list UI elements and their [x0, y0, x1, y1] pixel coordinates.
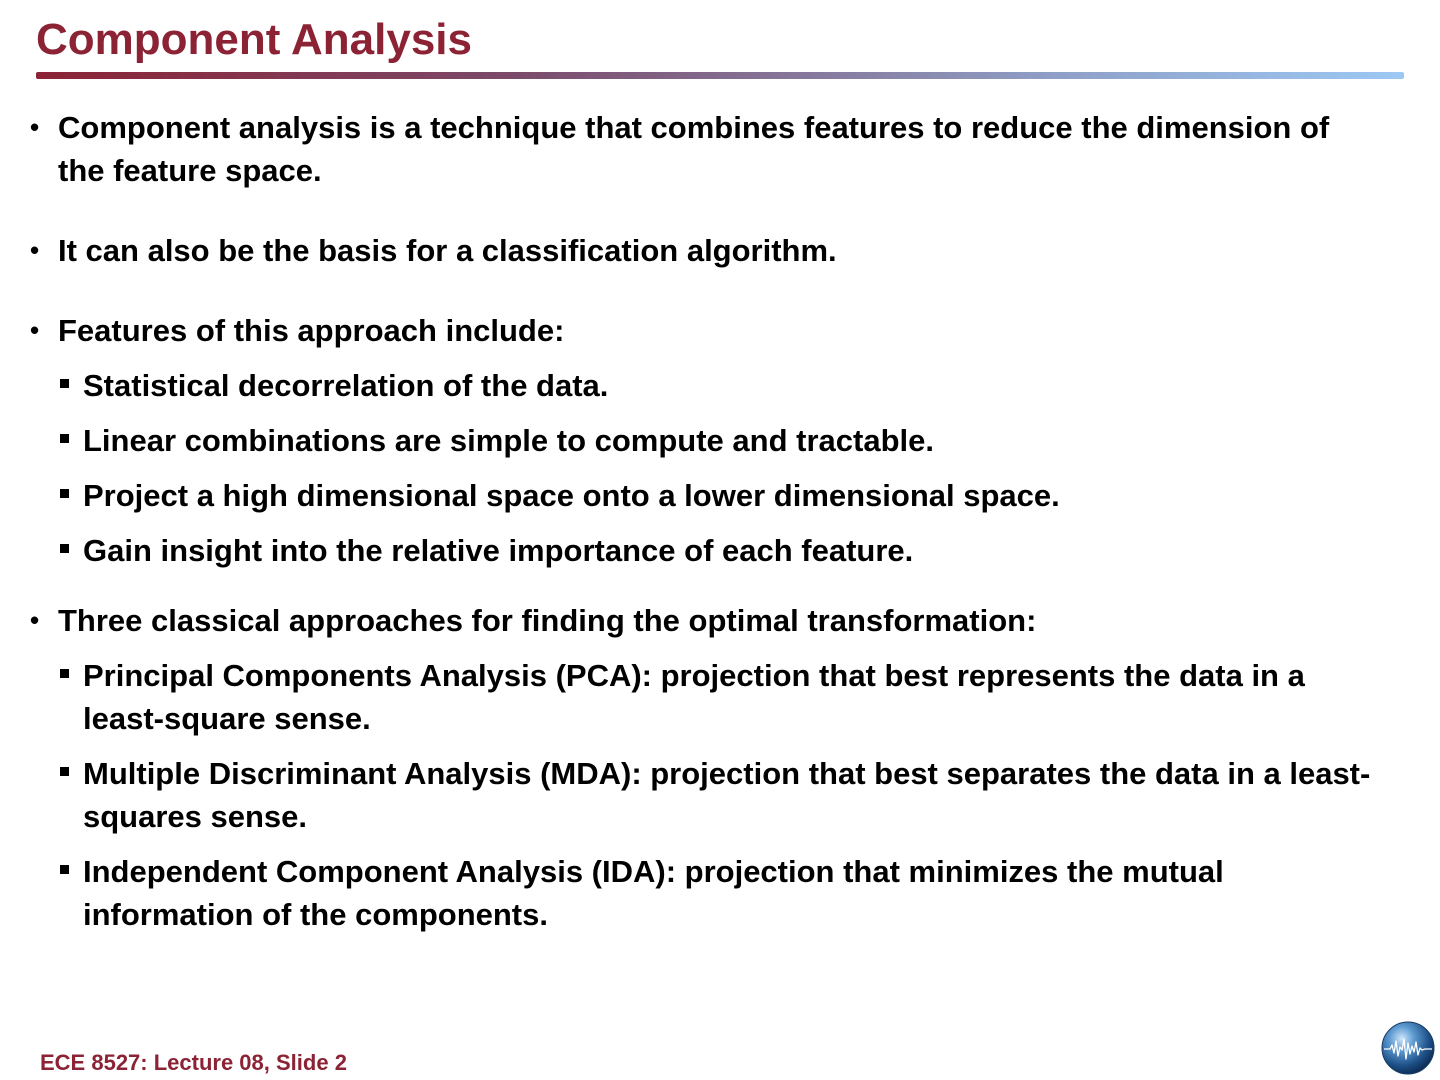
sub-bullet-item [58, 850, 1378, 936]
square-bullet-icon [58, 752, 83, 795]
sub-bullet-item [58, 654, 1378, 740]
sub-bullet-item [58, 364, 1378, 407]
square-bullet-icon [58, 654, 83, 697]
bullet-dot-icon: • [30, 605, 40, 635]
sub-bullet-item [58, 529, 1378, 572]
bullet-item [28, 599, 1378, 642]
slide-content [28, 106, 1378, 936]
square-bullet-icon [58, 850, 83, 893]
sub-bullet-text: Independent Component Analysis (IDA): projection that minimizes the mutual information of the components. [83, 854, 1224, 932]
sub-bullet-text: Linear combinations are simple to compute and tractable. [83, 423, 934, 458]
bullet-dot-icon: • [30, 235, 40, 265]
sub-bullet-text: Statistical decorrelation of the data. [83, 368, 609, 403]
sub-bullet-text: Project a high dimensional space onto a lower dimensional space. [83, 478, 1060, 513]
bullet-item [28, 106, 1378, 192]
sub-bullet-item [58, 419, 1378, 462]
square-bullet-icon [58, 419, 83, 462]
square-bullet-icon [58, 529, 83, 572]
bullet-dot-icon: • [30, 112, 40, 142]
bullet-text: Features of this approach include: [58, 313, 565, 348]
bullet-text: Component analysis is a technique that combines features to reduce the dimension of the feature space. [58, 110, 1330, 188]
bullet-item [28, 309, 1378, 352]
sub-bullet-text: Principal Components Analysis (PCA): projection that best represents the data in a least-square sense. [83, 658, 1305, 736]
sub-bullet-item [58, 474, 1378, 517]
sub-bullet-text: Gain insight into the relative importance of each feature. [83, 533, 914, 568]
square-bullet-icon [58, 474, 83, 517]
bullet-dot-icon: • [30, 315, 40, 345]
sub-bullet-text: Multiple Discriminant Analysis (MDA): projection that best separates the data in a least-squares sense. [83, 756, 1371, 834]
bullet-item [28, 229, 1378, 272]
square-bullet-icon [58, 364, 83, 407]
globe-waveform-icon [1381, 1021, 1435, 1075]
slide-title: Component Analysis [36, 15, 472, 64]
slide-footer: ECE 8527: Lecture 08, Slide 2 [40, 1050, 347, 1075]
bullet-text: Three classical approaches for finding the optimal transformation: [58, 603, 1037, 638]
title-divider [36, 72, 1404, 79]
sub-bullet-item [58, 752, 1378, 838]
bullet-text: It can also be the basis for a classification algorithm. [58, 233, 837, 268]
